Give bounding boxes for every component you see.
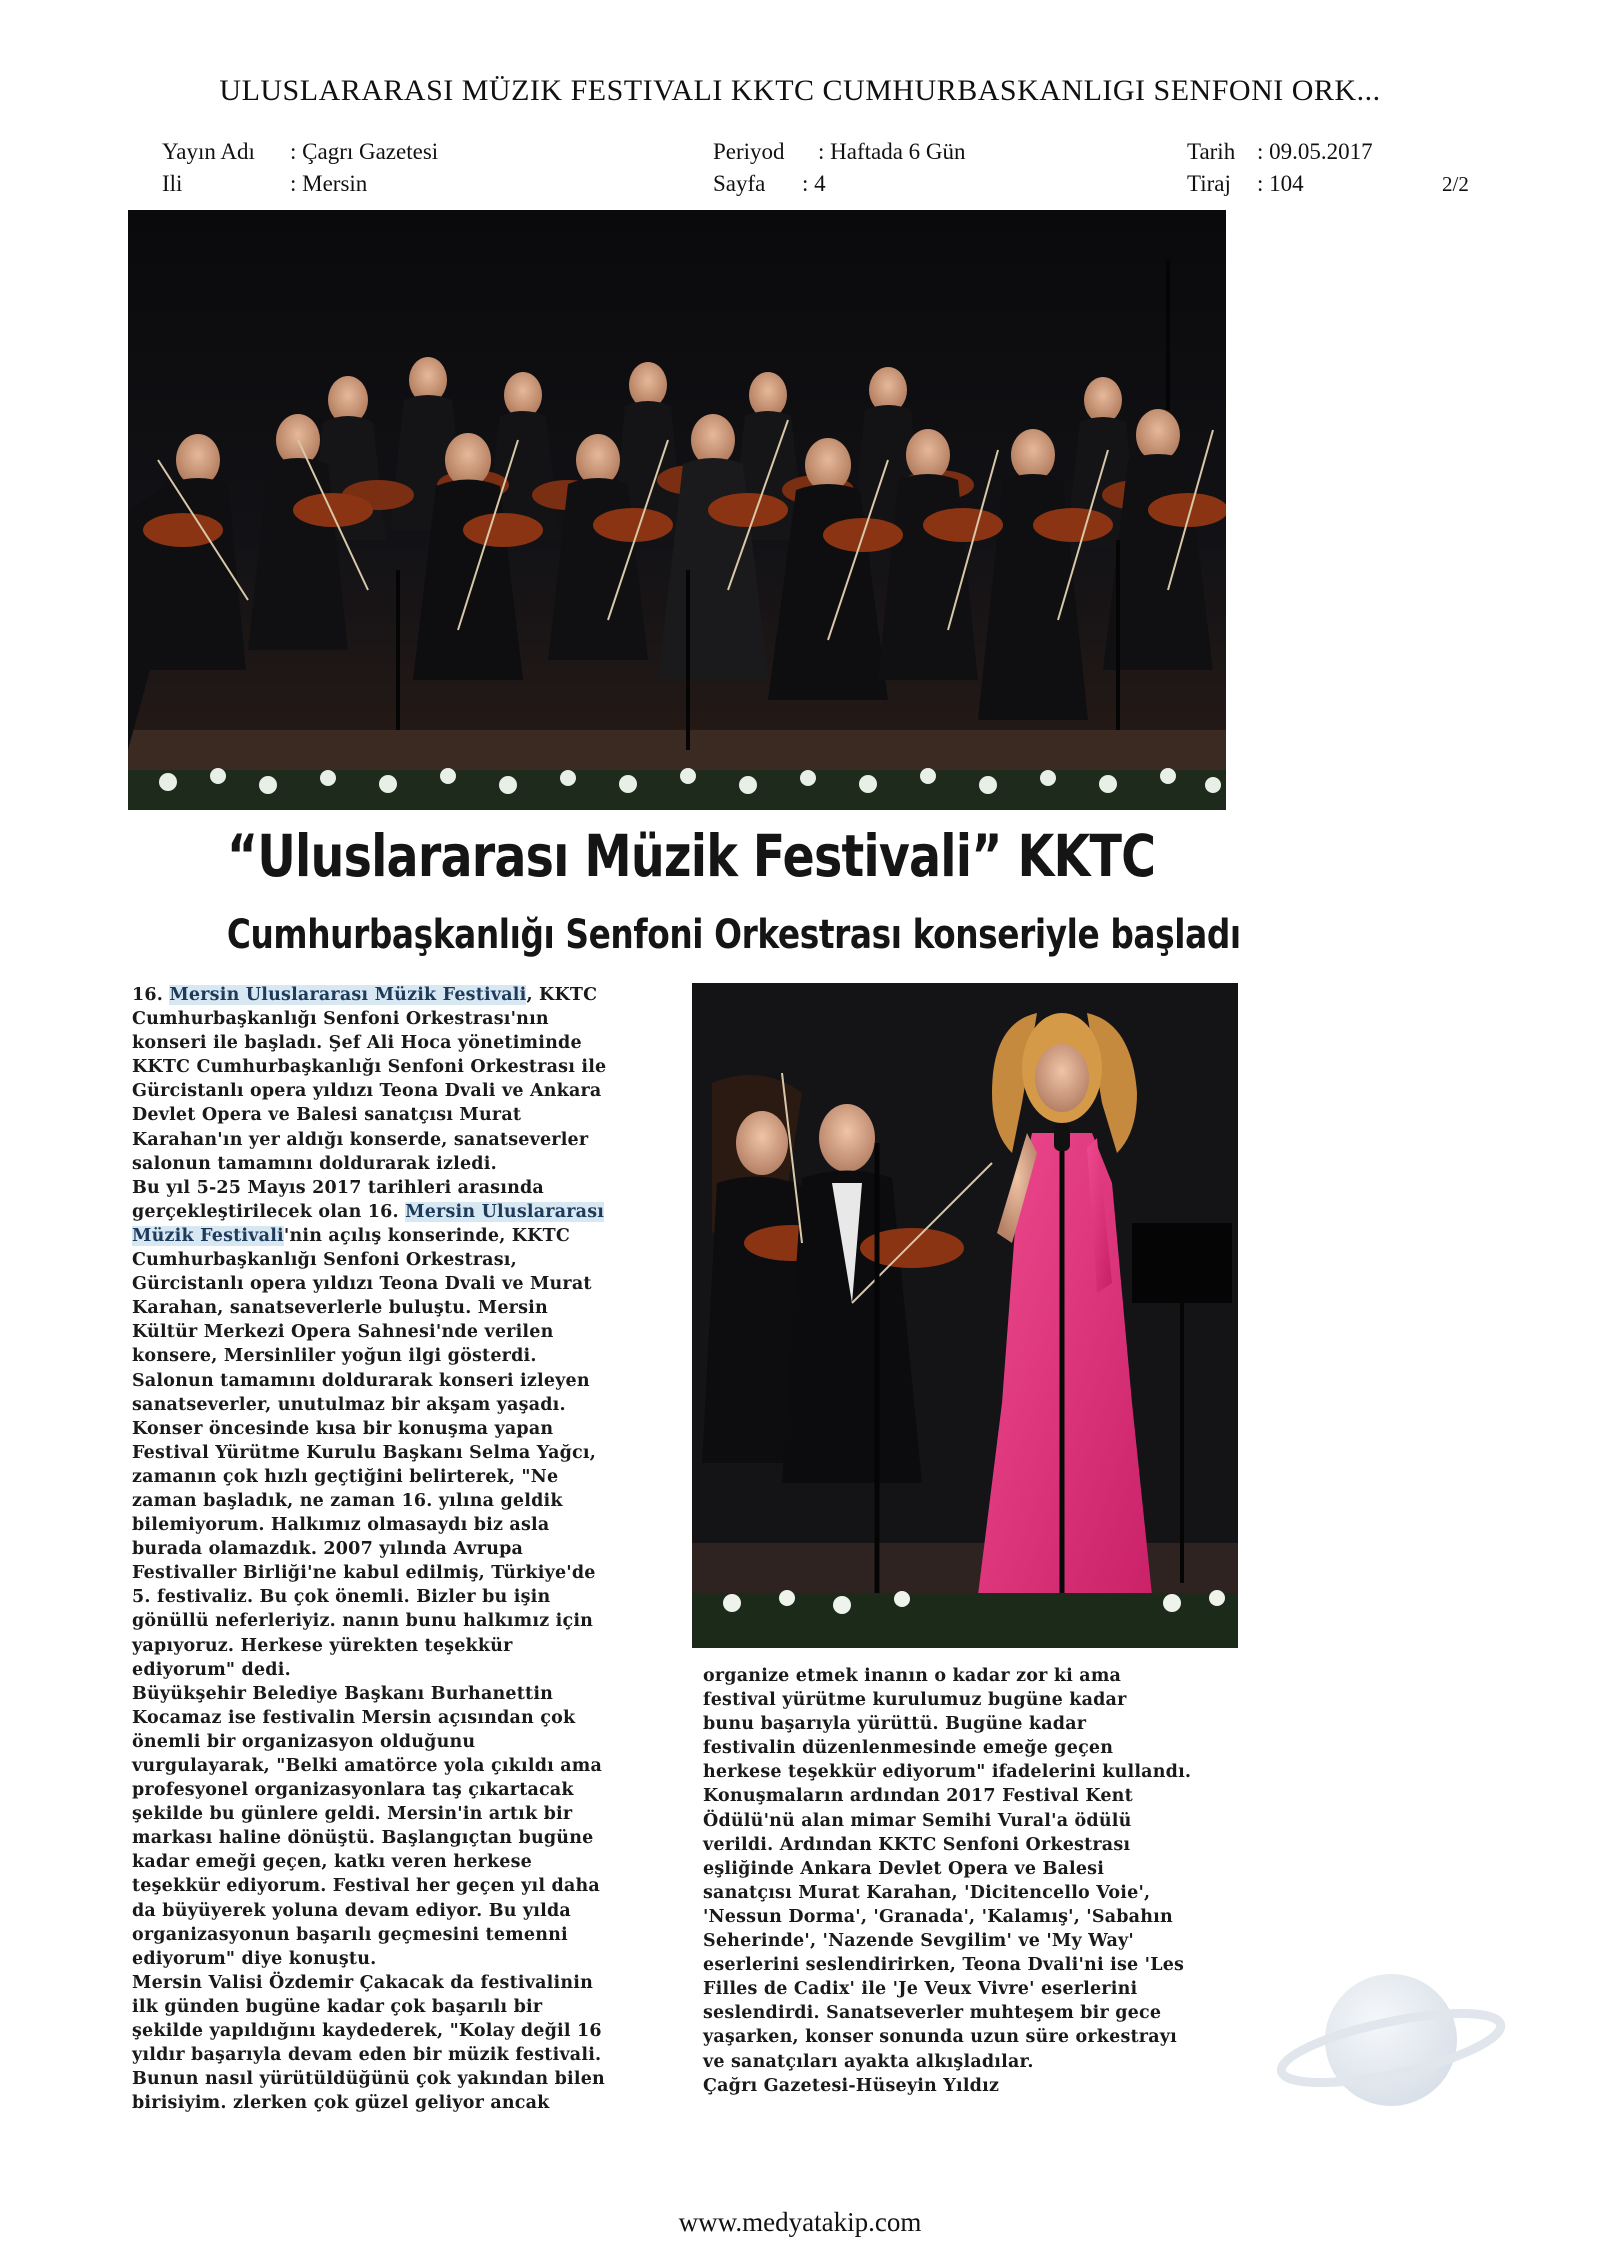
article-line: organize etmek inanın o kadar zor ki ama <box>703 1666 1122 1686</box>
article-text: , KKTC <box>526 985 598 1005</box>
article-line: markası haline dönüştü. Başlangıçtan bugüne <box>132 1828 594 1849</box>
article-text: 16. <box>132 985 170 1005</box>
article-line: birisiyim. zlerken çok güzel geliyor ancak <box>132 2093 550 2114</box>
article-line: eşliğinde Ankara Devlet Opera ve Balesi <box>703 1858 1105 1879</box>
highlighted-term: Mersin Uluslararası Müzik Festivali <box>169 985 527 1005</box>
article-line: festival yürütme kurulumuz bugüne kadar <box>703 1690 1127 1711</box>
article-line: Konuşmaların ardından 2017 Festival Kent <box>703 1786 1133 1807</box>
article-line: Bu yıl 5-25 Mayıs 2017 tarihleri arasında <box>132 1177 544 1198</box>
orchestra-photo <box>128 210 1226 810</box>
meta-periyod-label: Periyod <box>713 139 785 164</box>
article-line: eserlerini seslendirirken, Teona Dvali'ni ise 'Les <box>703 1955 1185 1976</box>
meta-tiraj-value: : 104 <box>1257 171 1304 196</box>
article-line: yıldır başarıyla devam eden bir müzik festivali. <box>132 2045 602 2066</box>
article-line <box>132 1224 672 1248</box>
article-line <box>132 983 672 1007</box>
meta-ili-label: Ili <box>162 171 183 196</box>
article-line: gönüllü neferleriyiz. nanın bunu halkımız için <box>132 1611 594 1632</box>
orchestra-illustration <box>128 210 1226 810</box>
meta-yayin-label: Yayın Adı <box>162 139 255 164</box>
meta-periyod-value: : Haftada 6 Gün <box>818 139 966 164</box>
article-line: seslendirdi. Sanatseverler muhteşem bir gece <box>703 2003 1162 2024</box>
article-line: kadar emeği geçen, katkı veren herkese <box>132 1852 532 1873</box>
highlighted-term: Müzik Festivali <box>132 1225 284 1246</box>
globe-logo-icon <box>1276 1960 1506 2120</box>
document-title: ULUSLARARASI MÜZIK FESTIVALI KKTC CUMHURBASKANLIGI SENFONI ORK... <box>219 74 1381 107</box>
article-text: gerçekleştirilecek olan 16. <box>132 1201 406 1222</box>
article-line: Bunun nasıl yürütüldüğünü çok yakından bilen <box>132 2069 605 2090</box>
article-line: Kocamaz ise festivalin Mersin açısından çok <box>132 1707 576 1728</box>
article-line: yaşarken, konser sonunda uzun süre orkestrayı <box>703 2027 1177 2048</box>
article-line: konseri ile başladı. Şef Ali Hoca yönetiminde <box>132 1033 582 1054</box>
article-line: ediyorum" diye konuştu. <box>132 1948 377 1969</box>
article-left-column <box>132 983 672 2115</box>
article-line: Cumhurbaşkanlığı Senfoni Orkestrası, <box>132 1250 517 1271</box>
article-line: Mersin Valisi Özdemir Çakacak da festivalinin <box>132 1972 594 1993</box>
article-line: Konser öncesinde kısa bir konuşma yapan <box>132 1418 554 1439</box>
article-line: Festival Yürütme Kurulu Başkanı Selma Yağcı, <box>132 1442 597 1463</box>
article-line: şekilde yapıldığını kaydederek, "Kolay değil 16 <box>132 2021 602 2042</box>
article-line: önemli bir organizasyon olduğunu <box>132 1731 476 1752</box>
article-line: teşekkür ediyorum. Festival her geçen yıl daha <box>132 1876 600 1897</box>
article-line: vurgulayarak, "Belki amatörce yola çıkıldı ama <box>132 1756 603 1776</box>
singer-photo <box>692 983 1238 1648</box>
headline-line2: Cumhurbaşkanlığı Senfoni Orkestrası konseriyle başladı <box>226 912 1241 958</box>
article-line: 'Nessun Dorma', 'Granada', 'Kalamış', 'Sabahın <box>703 1906 1173 1927</box>
meta-ili-value: : Mersin <box>290 171 368 196</box>
article-line: Seherinde', 'Nazende Sevgilim' ve 'My Way' <box>703 1931 1134 1952</box>
singer-illustration <box>692 983 1238 1648</box>
page-number: 2/2 <box>1442 172 1469 196</box>
meta-tarih-value: : 09.05.2017 <box>1257 139 1373 164</box>
article-line: ilk günden bugüne kadar çok başarılı bir <box>132 1996 543 2017</box>
article-line: KKTC Cumhurbaşkanlığı Senfoni Orkestrası ile <box>132 1057 607 1078</box>
article-line: Gürcistanlı opera yıldızı Teona Dvali ve Ankara <box>132 1081 602 1102</box>
article-line <box>132 1200 672 1224</box>
article-line: Karahan'ın yer aldığı konserde, sanatseverler <box>132 1129 589 1150</box>
article-line: verildi. Ardından KKTC Senfoni Orkestrası <box>703 1834 1131 1855</box>
article-line: salonun tamamını doldurarak izledi. <box>132 1153 497 1174</box>
article-line: bunu başarıyla yürüttü. Bugüne kadar <box>703 1714 1087 1735</box>
article-line: Gürcistanlı opera yıldızı Teona Dvali ve Murat <box>132 1274 592 1295</box>
article-line: Filles de Cadix' ile 'Je Veux Vivre' eserlerini <box>703 1979 1138 2000</box>
meta-periyod <box>713 139 966 165</box>
article-line: zamanın çok hızlı geçtiğini belirterek, "Ne <box>132 1466 559 1487</box>
article-right-column <box>703 1664 1263 2098</box>
article-line: zaman başladık, ne zaman 16. yılına geldik <box>132 1490 563 1511</box>
meta-tiraj <box>1187 171 1304 197</box>
meta-sayfa-label: Sayfa <box>713 171 766 196</box>
article-line: Ödülü'nü alan mimar Semihi Vural'a ödülü <box>703 1810 1132 1831</box>
article-line: yapıyoruz. Herkese yürekten teşekkür <box>132 1635 513 1656</box>
article-line: bilemiyorum. Halkımız olmasaydı biz asla <box>132 1515 550 1536</box>
meta-ili <box>162 171 367 197</box>
article-line: ve sanatçıları ayakta alkışladılar. <box>703 2051 1034 2072</box>
meta-yayin-value: : Çagrı Gazetesi <box>290 139 439 164</box>
meta-yayin <box>162 139 438 165</box>
article-line: Karahan, sanatseverlerle buluştu. Mersin <box>132 1298 548 1319</box>
highlighted-term: Mersin Uluslararası <box>405 1201 605 1222</box>
article-line: Festivaller Birliği'ne kabul edilmiş, Türkiye'de <box>132 1563 596 1584</box>
meta-sayfa-value: : 4 <box>802 171 826 196</box>
footer-url: www.medyatakip.com <box>678 2207 922 2237</box>
article-line: organizasyonun başarılı geçmesini temenni <box>132 1924 568 1945</box>
meta-sayfa <box>713 171 826 197</box>
article-line: festivalin düzenlenmesinde emeğe geçen <box>703 1738 1114 1759</box>
article-line: sanatçısı Murat Karahan, 'Dicitencello Voie', <box>703 1882 1151 1903</box>
article-line: profesyonel organizasyonlara taş çıkartacak <box>132 1780 574 1801</box>
article-line: burada olamazdık. 2007 yılında Avrupa <box>132 1539 524 1560</box>
article-line: 5. festivaliz. Bu çok önemli. Bizler bu işin <box>132 1587 551 1608</box>
article-line: şekilde bu günlere geldi. Mersin'in artık bir <box>132 1804 573 1825</box>
article-text: 'nin açılış konserinde, KKTC <box>283 1225 570 1246</box>
meta-tarih-label: Tarih <box>1187 139 1236 164</box>
article-line: da büyüyerek yoluna devam ediyor. Bu yılda <box>132 1900 571 1921</box>
headline-line1: “Uluslararası Müzik Festivali” KKTC <box>226 822 1156 890</box>
article-line: Çağrı Gazetesi-Hüseyin Yıldız <box>703 2075 1000 2096</box>
article-line: herkese teşekkür ediyorum" ifadelerini kullandı. <box>703 1762 1192 1783</box>
meta-tiraj-label: Tiraj <box>1187 171 1231 196</box>
article-line: Salonun tamamını doldurarak konseri izleyen <box>132 1370 590 1391</box>
article-line: Kültür Merkezi Opera Sahnesi'nde verilen <box>132 1322 554 1343</box>
article-line: ediyorum" dedi. <box>132 1659 291 1680</box>
article-line: sanatseverler, unutulmaz bir akşam yaşadı. <box>132 1394 566 1415</box>
meta-tarih <box>1187 139 1373 165</box>
article-line: Devlet Opera ve Balesi sanatçısı Murat <box>132 1105 522 1126</box>
article-line: Cumhurbaşkanlığı Senfoni Orkestrası'nın <box>132 1009 549 1030</box>
article-line: Büyükşehir Belediye Başkanı Burhanettin <box>132 1683 554 1704</box>
article-line: konsere, Mersinliler yoğun ilgi gösterdi. <box>132 1346 537 1367</box>
